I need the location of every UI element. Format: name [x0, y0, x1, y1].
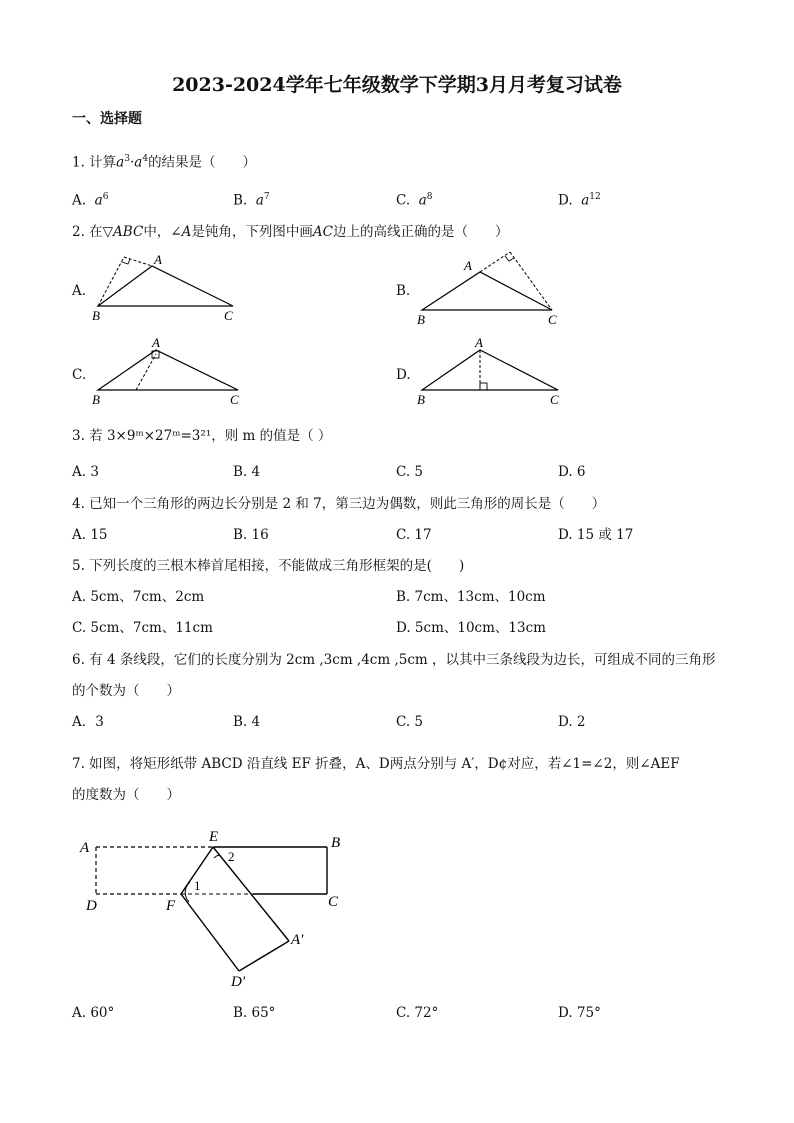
- q6-option-c[interactable]: C. 5: [396, 714, 424, 730]
- q1-dot: ·: [129, 154, 135, 171]
- q6-option-b[interactable]: B. 4: [233, 714, 261, 730]
- question-5: 5. 下列长度的三根木棒首尾相接，不能做成三角形框架的是( ): [72, 558, 465, 574]
- q1-option-c[interactable]: C. $a^8$: [396, 192, 433, 209]
- q3-option-c[interactable]: C. 5: [396, 464, 424, 480]
- q1-base2: a: [134, 154, 143, 171]
- q7-label-b: B: [331, 835, 341, 851]
- q1-exp1: 3: [124, 154, 130, 164]
- q2-option-c[interactable]: C.: [72, 367, 87, 383]
- q1-option-d[interactable]: D. $a^{12}$: [558, 192, 601, 209]
- page-title: 2023-2024学年七年级数学下学期3月月考复习试卷: [172, 74, 622, 96]
- q2-figure-a: [88, 250, 248, 325]
- question-1: [72, 150, 256, 172]
- q2d-label-b: B: [417, 392, 425, 407]
- q2d-label-c: C: [550, 392, 559, 407]
- q7-label-e: E: [209, 829, 219, 845]
- q4-option-d[interactable]: D. 15 或 17: [558, 527, 634, 543]
- q1-option-a[interactable]: A. $a^6$: [72, 192, 109, 209]
- q7-angle-2-label: 2: [228, 849, 235, 864]
- q1-prefix: 1. 计算: [72, 154, 117, 171]
- q7-label-a-prime: A′: [291, 932, 304, 948]
- question-7-line-1: 7. 如图，将矩形纸带 ABCD 沿直线 EF 折叠，A、D两点分别与 A′，D¢对应，若∠1=∠2，则∠AEF: [72, 756, 680, 772]
- q2a-label-b: B: [92, 308, 100, 323]
- q2d-label-a: A: [475, 335, 483, 350]
- q2a-label-c: C: [224, 308, 233, 323]
- q2-figure-b: [412, 246, 572, 328]
- question-2: 2. 在▽ABC中，∠A是钝角，下列图中画AC边上的高线正确的是（ ）: [72, 224, 509, 240]
- q7-figure: [70, 822, 370, 994]
- question-3: 3. 若 3×9ᵐ×27ᵐ=3²¹，则 m 的值是（ ）: [72, 428, 332, 444]
- q2c-label-b: B: [92, 392, 100, 407]
- q7-option-b[interactable]: B. 65°: [233, 1005, 276, 1021]
- q2b-label-b: B: [417, 312, 425, 327]
- q1-exp2: 4: [142, 154, 149, 164]
- q7-label-d: D: [86, 898, 97, 914]
- q4-option-c[interactable]: C. 17: [396, 527, 432, 543]
- q6-option-a[interactable]: A．3: [72, 714, 104, 730]
- q7-angle-1-label: 1: [194, 878, 201, 893]
- q2c-label-c: C: [230, 392, 239, 407]
- q5-option-b[interactable]: B. 7cm、13cm、10cm: [396, 589, 546, 605]
- q2b-label-c: C: [548, 312, 557, 327]
- q2b-label-a: A: [464, 258, 472, 273]
- q7-label-d-prime: D′: [231, 974, 246, 990]
- question-6-line-2: 的个数为（ ）: [72, 683, 180, 699]
- q2-figure-d: [412, 334, 572, 409]
- q4-option-b[interactable]: B. 16: [233, 527, 269, 543]
- q7-option-a[interactable]: A. 60°: [72, 1005, 115, 1021]
- q1-suffix: 的结果是（ ）: [148, 154, 257, 171]
- question-7-line-2: 的度数为（ ）: [72, 787, 180, 803]
- section-heading: 一、选择题: [72, 111, 142, 127]
- q7-option-c[interactable]: C. 72°: [396, 1005, 439, 1021]
- q5-option-c[interactable]: C. 5cm、7cm、11cm: [72, 620, 213, 636]
- q2-figure-c: [88, 334, 248, 409]
- question-6-line-1: 6. 有 4 条线段，它们的长度分别为 2cm ,3cm ,4cm ,5cm ，以其中三条线段为边长，可组成不同的三角形: [72, 652, 716, 668]
- q7-option-d[interactable]: D. 75°: [558, 1005, 601, 1021]
- q7-label-a: A: [80, 840, 90, 856]
- q7-label-c: C: [328, 894, 339, 910]
- q3-option-a[interactable]: A. 3: [72, 464, 99, 480]
- question-4: 4. 已知一个三角形的两边长分别是 2 和 7，第三边为偶数，则此三角形的周长是（ ）: [72, 496, 606, 512]
- q1-option-b[interactable]: B. $a^7$: [233, 192, 270, 209]
- q2a-label-a: A: [154, 252, 162, 267]
- q6-option-d[interactable]: D. 2: [558, 714, 586, 730]
- q7-label-f: F: [166, 898, 176, 914]
- q3-option-b[interactable]: B. 4: [233, 464, 261, 480]
- q5-option-a[interactable]: A. 5cm、7cm、2cm: [72, 589, 205, 605]
- q2c-label-a: A: [152, 335, 160, 350]
- q5-option-d[interactable]: D. 5cm、10cm、13cm: [396, 620, 546, 636]
- q1-base1: a: [116, 154, 125, 171]
- q2-option-a[interactable]: A.: [72, 283, 87, 299]
- q2-option-b[interactable]: B.: [396, 283, 411, 299]
- q3-option-d[interactable]: D. 6: [558, 464, 586, 480]
- q2-option-d[interactable]: D.: [396, 367, 411, 383]
- q4-option-a[interactable]: A. 15: [72, 527, 108, 543]
